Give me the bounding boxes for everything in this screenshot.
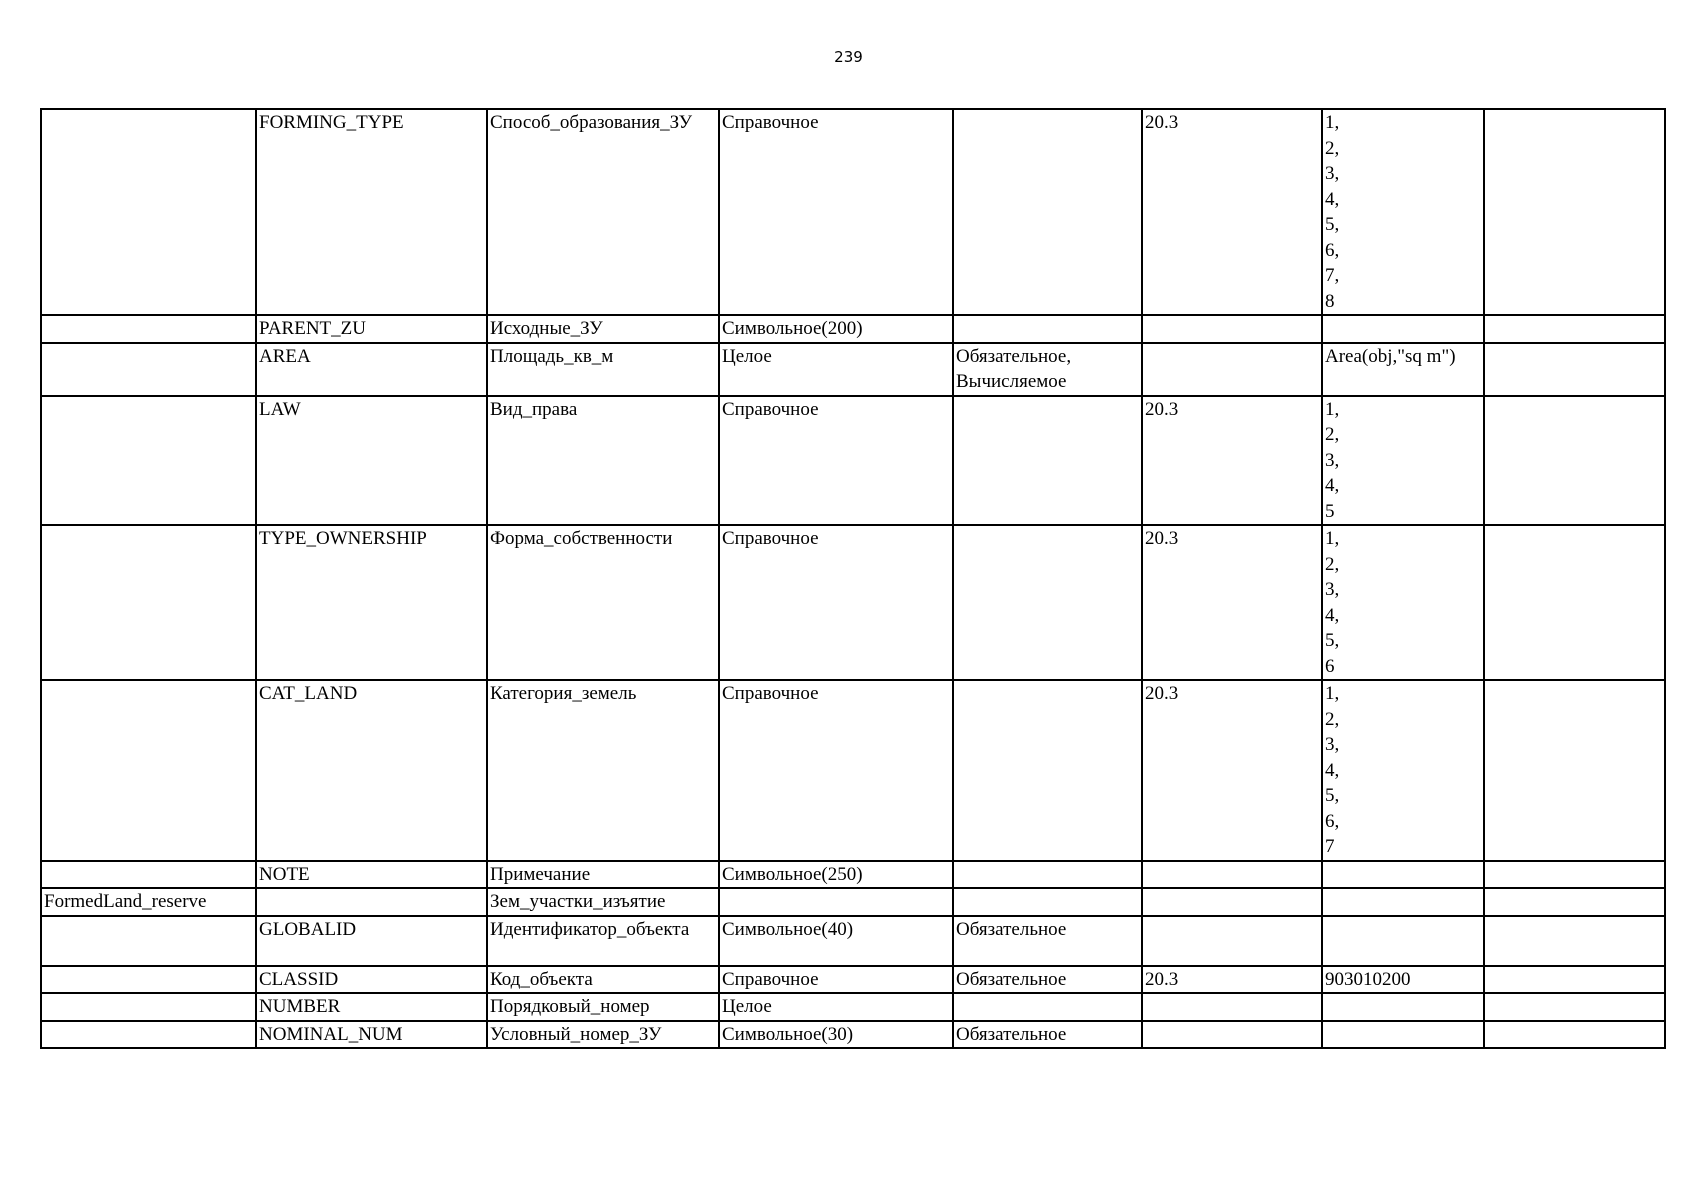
alias-cell	[487, 916, 719, 966]
reference-cell	[1142, 525, 1322, 680]
constraint-cell	[953, 888, 1142, 916]
table-row	[41, 343, 1665, 396]
values-cell	[1322, 343, 1484, 396]
table-row	[41, 888, 1665, 916]
constraint-cell	[953, 525, 1142, 680]
table-row	[41, 680, 1665, 861]
field-name-cell	[256, 888, 487, 916]
values-cell	[1322, 680, 1484, 861]
constraint-cell	[953, 109, 1142, 315]
table-body	[41, 109, 1665, 1048]
values-cell	[1322, 525, 1484, 680]
cell-text: NUMBER	[259, 996, 341, 1017]
cell-text: FormedLand_reserve	[44, 891, 207, 912]
object-class-cell	[41, 966, 256, 994]
table-row	[41, 109, 1665, 315]
cell-text: Справочное	[722, 398, 819, 420]
cell-text: Условный_номер_ЗУ	[490, 1023, 662, 1045]
reference-cell	[1142, 861, 1322, 889]
cell-text: 20.3	[1145, 528, 1179, 549]
cell-text: Целое	[722, 345, 772, 367]
cell-text: 1, 2, 3, 4, 5, 6, 7, 8	[1325, 112, 1340, 312]
note-cell	[1484, 888, 1665, 916]
reference-cell	[1142, 680, 1322, 861]
note-cell	[1484, 861, 1665, 889]
constraint-cell	[953, 680, 1142, 861]
object-class-cell	[41, 1021, 256, 1049]
data-type-cell	[719, 315, 953, 343]
note-cell	[1484, 916, 1665, 966]
cell-text: Символьное(40)	[722, 918, 854, 940]
note-cell	[1484, 315, 1665, 343]
field-name-cell	[256, 109, 487, 315]
values-cell	[1322, 993, 1484, 1021]
alias-cell	[487, 109, 719, 315]
field-name-cell	[256, 525, 487, 680]
attribute-table	[40, 108, 1666, 1049]
cell-text: Символьное(30)	[722, 1023, 854, 1045]
alias-cell	[487, 680, 719, 861]
cell-text: Справочное	[722, 528, 819, 549]
note-cell	[1484, 525, 1665, 680]
cell-text: Символьное(250)	[722, 863, 863, 885]
reference-cell	[1142, 916, 1322, 966]
alias-cell	[487, 966, 719, 994]
reference-cell	[1142, 993, 1322, 1021]
cell-text: 20.3	[1145, 683, 1179, 704]
data-type-cell	[719, 525, 953, 680]
cell-text: 1, 2, 3, 4, 5	[1325, 398, 1340, 522]
cell-text: 20.3	[1145, 112, 1179, 133]
cell-text: Порядковый_номер	[490, 996, 650, 1017]
cell-text: NOMINAL_NUM	[259, 1023, 403, 1045]
alias-cell	[487, 1021, 719, 1049]
field-name-cell	[256, 993, 487, 1021]
cell-text: PARENT_ZU	[259, 318, 366, 339]
field-name-cell	[256, 966, 487, 994]
object-class-cell	[41, 888, 256, 916]
object-class-cell	[41, 343, 256, 396]
constraint-cell	[953, 966, 1142, 994]
object-class-cell	[41, 525, 256, 680]
note-cell	[1484, 1021, 1665, 1049]
note-cell	[1484, 343, 1665, 396]
note-cell	[1484, 966, 1665, 994]
constraint-cell	[953, 1021, 1142, 1049]
cell-text: NOTE	[259, 863, 310, 885]
data-type-cell	[719, 861, 953, 889]
table-row	[41, 396, 1665, 526]
cell-text: Справочное	[722, 683, 819, 704]
field-name-cell	[256, 916, 487, 966]
object-class-cell	[41, 396, 256, 526]
note-cell	[1484, 993, 1665, 1021]
cell-text: Символьное(200)	[722, 318, 863, 339]
cell-text: Обязательное	[956, 918, 1067, 940]
table-row	[41, 1021, 1665, 1049]
values-cell	[1322, 109, 1484, 315]
object-class-cell	[41, 680, 256, 861]
values-cell	[1322, 966, 1484, 994]
cell-text: Форма_собственности	[490, 528, 673, 549]
cell-text: Справочное	[722, 112, 819, 133]
note-cell	[1484, 109, 1665, 315]
data-type-cell	[719, 343, 953, 396]
object-class-cell	[41, 916, 256, 966]
data-type-cell	[719, 993, 953, 1021]
cell-text: 20.3	[1145, 398, 1179, 420]
constraint-cell	[953, 993, 1142, 1021]
cell-text: 903010200	[1325, 968, 1411, 990]
cell-text: Категория_земель	[490, 683, 637, 704]
values-cell	[1322, 315, 1484, 343]
data-type-cell	[719, 916, 953, 966]
constraint-cell	[953, 343, 1142, 396]
alias-cell	[487, 396, 719, 526]
object-class-cell	[41, 315, 256, 343]
alias-cell	[487, 525, 719, 680]
reference-cell	[1142, 888, 1322, 916]
cell-text: Идентификатор_объекта	[490, 918, 690, 940]
values-cell	[1322, 861, 1484, 889]
cell-text: Обязательное	[956, 968, 1067, 990]
constraint-cell	[953, 916, 1142, 966]
cell-text: Зем_участки_изъятие	[490, 891, 666, 912]
reference-cell	[1142, 343, 1322, 396]
table-row	[41, 993, 1665, 1021]
cell-text: Вид_права	[490, 398, 578, 420]
cell-text: Код_объекта	[490, 968, 593, 990]
data-type-cell	[719, 680, 953, 861]
values-cell	[1322, 888, 1484, 916]
cell-text: Примечание	[490, 863, 591, 885]
reference-cell	[1142, 396, 1322, 526]
cell-text: AREA	[259, 345, 311, 367]
field-name-cell	[256, 343, 487, 396]
table-row	[41, 966, 1665, 994]
cell-text: TYPE_OWNERSHIP	[259, 528, 427, 549]
cell-text: Справочное	[722, 968, 819, 990]
field-name-cell	[256, 396, 487, 526]
alias-cell	[487, 888, 719, 916]
alias-cell	[487, 343, 719, 396]
constraint-cell	[953, 396, 1142, 526]
reference-cell	[1142, 1021, 1322, 1049]
field-name-cell	[256, 680, 487, 861]
note-cell	[1484, 396, 1665, 526]
cell-text: GLOBALID	[259, 918, 357, 940]
cell-text: LAW	[259, 398, 301, 420]
page-number: 239	[834, 48, 863, 66]
object-class-cell	[41, 993, 256, 1021]
field-name-cell	[256, 861, 487, 889]
note-cell	[1484, 680, 1665, 861]
reference-cell	[1142, 315, 1322, 343]
cell-text: CLASSID	[259, 968, 339, 990]
reference-cell	[1142, 966, 1322, 994]
constraint-cell	[953, 861, 1142, 889]
cell-text: Обязательное	[956, 1023, 1067, 1045]
field-name-cell	[256, 1021, 487, 1049]
cell-text: Обязательное, Вычисляемое	[956, 345, 1072, 392]
cell-text: 1, 2, 3, 4, 5, 6, 7	[1325, 683, 1340, 857]
data-type-cell	[719, 1021, 953, 1049]
cell-text: FORMING_TYPE	[259, 112, 404, 133]
cell-text: CAT_LAND	[259, 683, 358, 704]
data-type-cell	[719, 109, 953, 315]
cell-text: Способ_образования_ЗУ	[490, 112, 693, 133]
cell-text: 1, 2, 3, 4, 5, 6	[1325, 528, 1340, 677]
alias-cell	[487, 861, 719, 889]
object-class-cell	[41, 861, 256, 889]
constraint-cell	[953, 315, 1142, 343]
values-cell	[1322, 1021, 1484, 1049]
values-cell	[1322, 396, 1484, 526]
cell-text: Area(obj,"sq m")	[1325, 345, 1456, 367]
field-name-cell	[256, 315, 487, 343]
alias-cell	[487, 993, 719, 1021]
data-type-cell	[719, 966, 953, 994]
cell-text: Площадь_кв_м	[490, 345, 614, 367]
data-type-cell	[719, 396, 953, 526]
object-class-cell	[41, 109, 256, 315]
reference-cell	[1142, 109, 1322, 315]
table-row	[41, 315, 1665, 343]
data-type-cell	[719, 888, 953, 916]
cell-text: 20.3	[1145, 968, 1179, 990]
cell-text: Целое	[722, 996, 772, 1017]
cell-text: Исходные_ЗУ	[490, 318, 603, 339]
values-cell	[1322, 916, 1484, 966]
table-row	[41, 525, 1665, 680]
alias-cell	[487, 315, 719, 343]
table-row	[41, 916, 1665, 966]
table-row	[41, 861, 1665, 889]
